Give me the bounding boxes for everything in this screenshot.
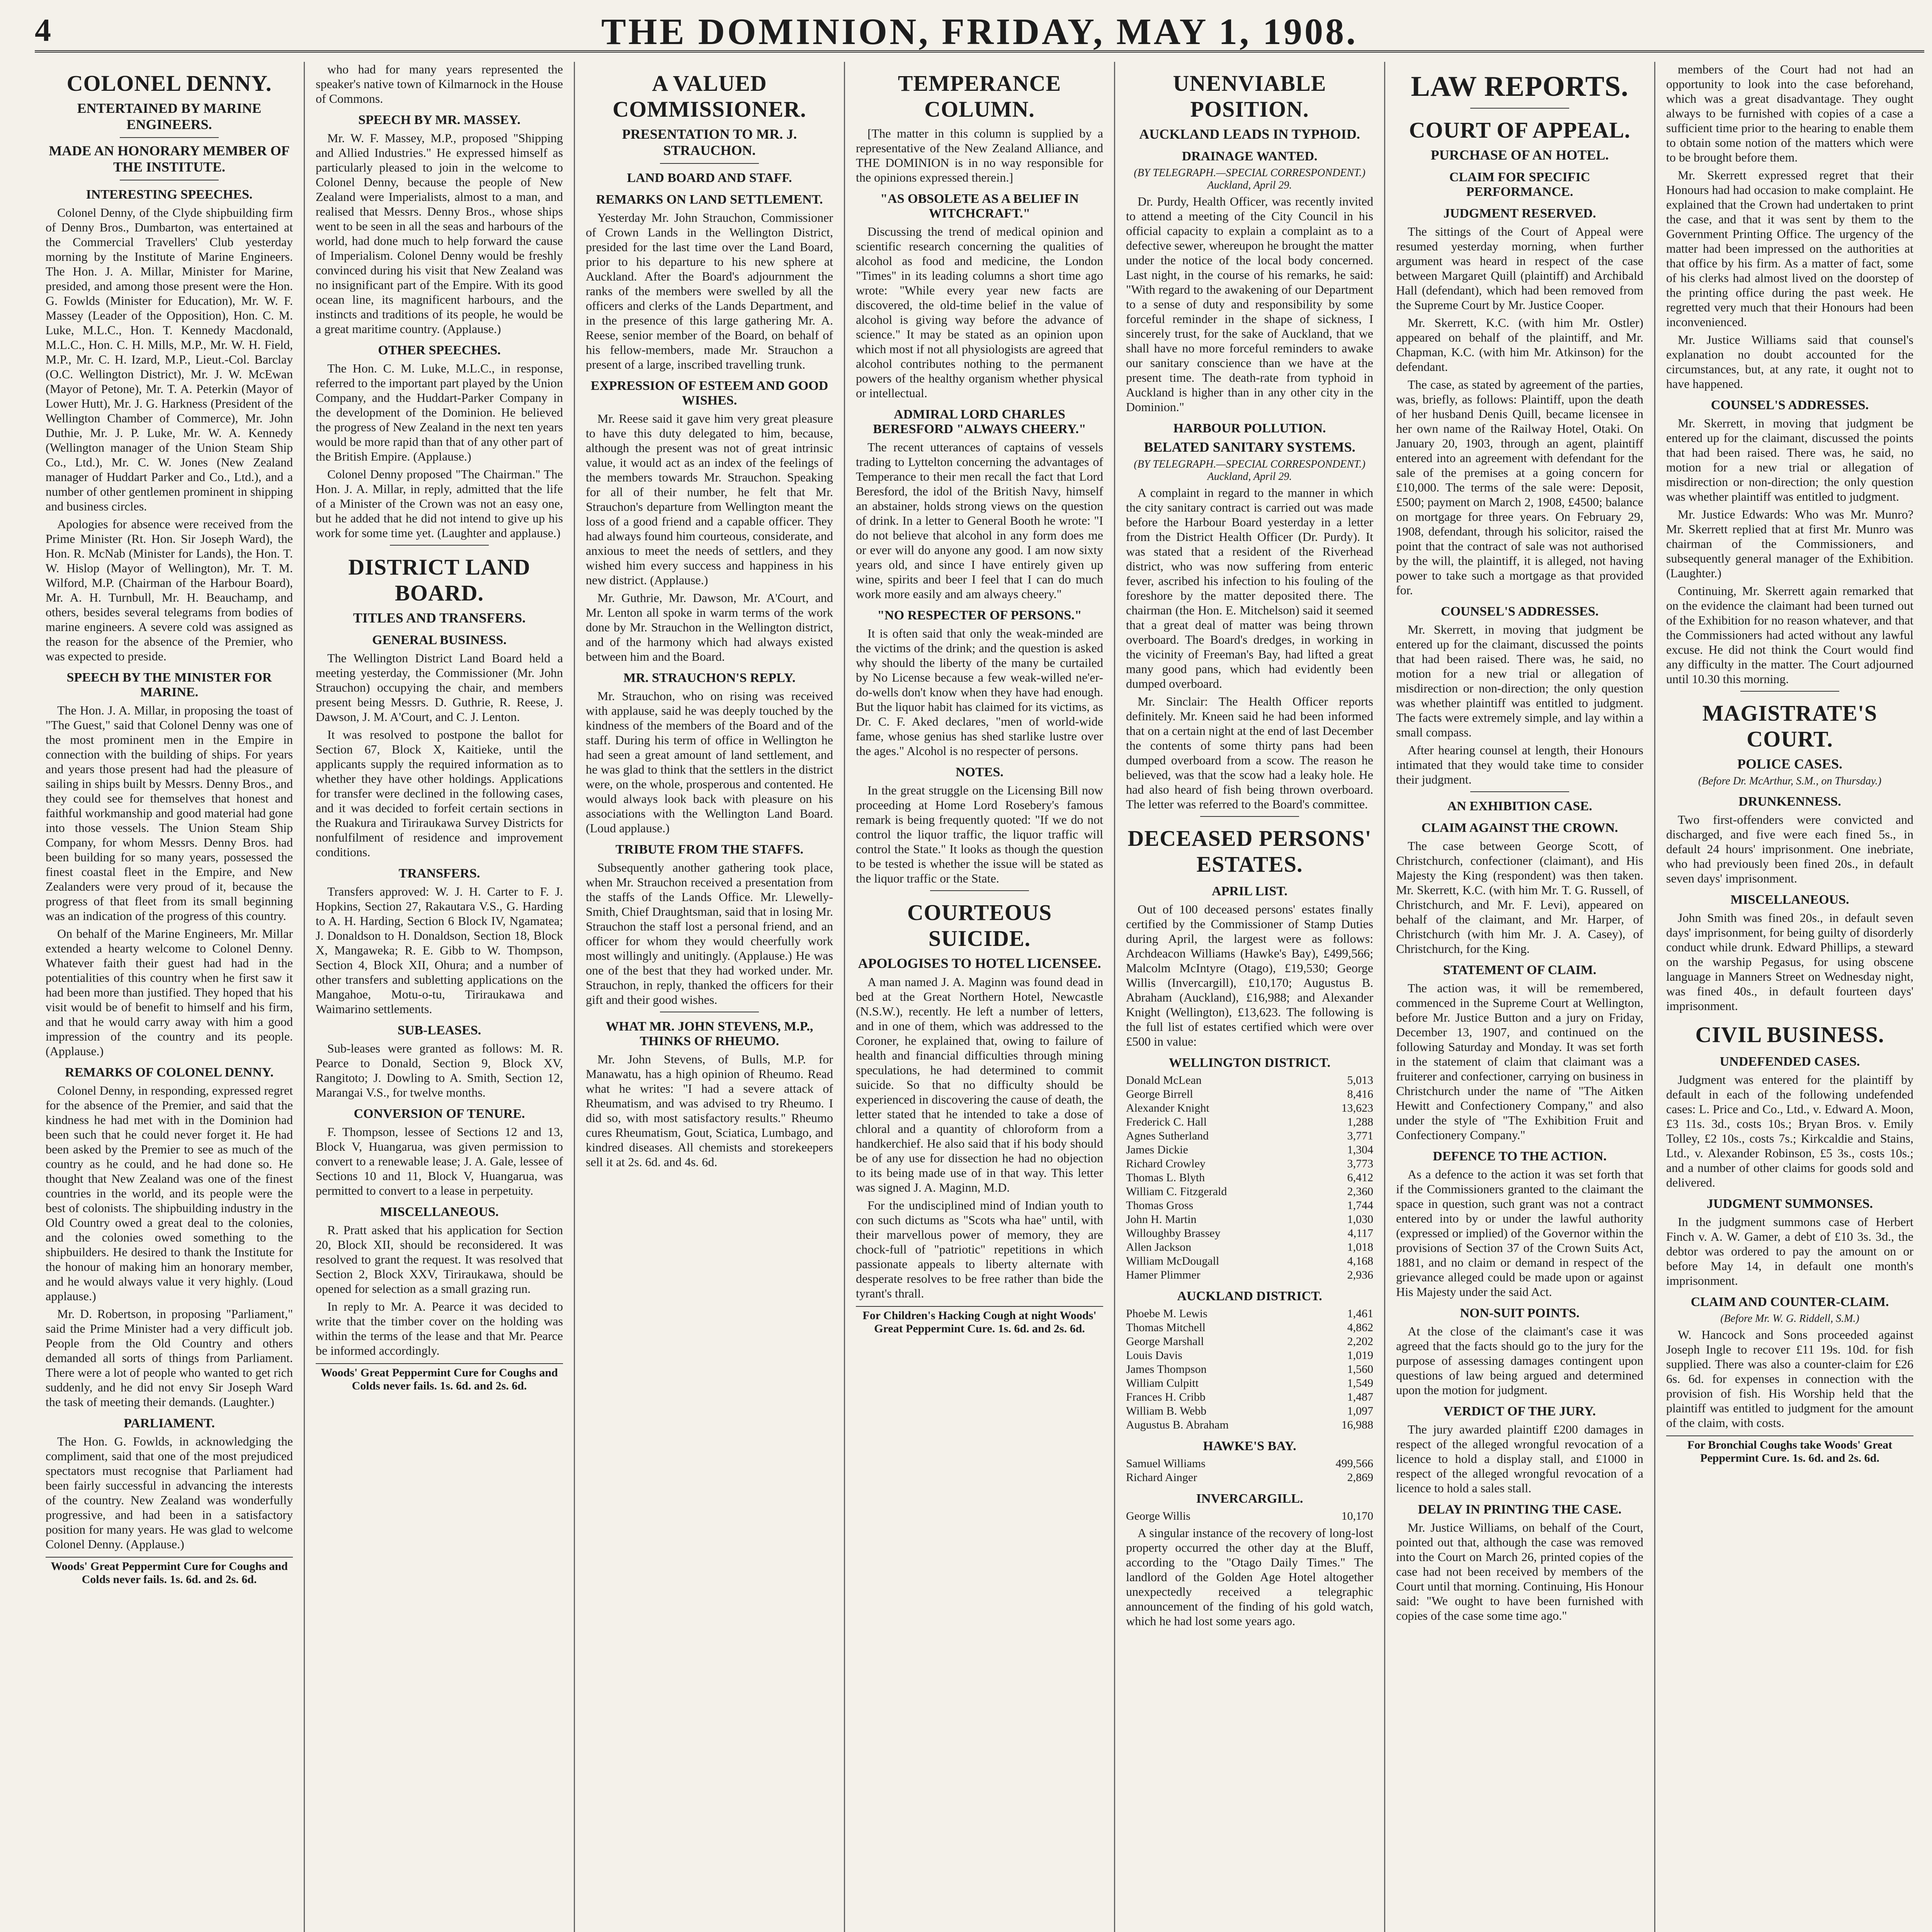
subheading: COUNSEL'S ADDRESSES. xyxy=(1711,398,1869,412)
article-paragraph: Mr. Skerrett, in moving that judgment be entered up for the claimant, discussed the points that had been raised. There was, he said, no motion for a new trial or allegation of misdirection or non-direction; the only question was whether plaintiff was entitled to judgment. xyxy=(1666,416,1913,503)
subheading: DRAINAGE WANTED. xyxy=(1182,149,1318,163)
estate-row xyxy=(1126,1143,1373,1157)
estate-name: George Birrell xyxy=(1126,1088,1193,1100)
estate-name: William Culpitt xyxy=(1126,1377,1199,1389)
divider xyxy=(1470,791,1569,792)
subheading: TRANSFERS. xyxy=(398,866,480,881)
column-4 xyxy=(845,62,1115,1932)
deck: APOLOGISES TO HOTEL LICENSEE. xyxy=(858,956,1101,971)
article-paragraph: It is often said that only the weak-minded are the victims of the drink; and the question is asked why should the liberty of the many be curtailed by No License because a few weak-willed ne'er-do-wells don't know when they have had enough. But the liquor habit has claimed for its victims, as Dr. C. F. Aked declares, "men of world-wide fame, whose genius has shed starlike lustre over the ages." Alcohol is no respecter of persons. xyxy=(856,626,1103,758)
estate-row xyxy=(1126,1307,1373,1321)
subheading: LAND BOARD AND STAFF. xyxy=(627,171,792,185)
article-paragraph: W. Hancock and Sons proceeded against Joseph Ingle to recover £11 19s. 10d. for fish supplied. There was also a counter-claim for £26 6s. 6d. for expenses in connection with the provision of fish. His Worship held that the plaintiff was entitled to judgment for the amount of the claim, with costs. xyxy=(1666,1328,1913,1430)
subheading: DELAY IN PRINTING THE CASE. xyxy=(1418,1502,1622,1517)
subheading: JUDGMENT SUMMONSES. xyxy=(1706,1197,1873,1211)
estate-amount: 4,117 xyxy=(1347,1227,1373,1240)
estate-amount: 1,461 xyxy=(1347,1307,1373,1320)
subheading: SPEECH BY MR. MASSEY. xyxy=(358,113,520,127)
article-paragraph: In reply to Mr. A. Pearce it was decided to write that the timber cover on the holding was within the terms of the lease and that Mr. Pearce be informed accordingly. xyxy=(316,1299,563,1357)
subheading: DEFENCE TO THE ACTION. xyxy=(1433,1149,1607,1163)
subheading: NOTES. xyxy=(956,765,1003,779)
estate-name: John H. Martin xyxy=(1126,1213,1197,1226)
estate-amount: 8,416 xyxy=(1347,1088,1373,1100)
article-paragraph: The Hon. J. A. Millar, in proposing the toast of "The Guest," said that Colonel Denny was one of the most prominent men in the Empire in connection with the building of ships. For years and years those present had had the pleasure of sailing in ships built by Messrs. Denny Bros., and they could see for themselves that honest and faithful workmanship and good material had gone into those vessels. The Union Steam Ship Company, for whom Messrs. Denny Bros. had been building for so many years, possessed the finest coastal fleet in the Empire, and New Zealanders were very proud of it, because the progress of that fleet from its small beginning was an indication of the progress of this country. xyxy=(46,703,293,923)
column-7 xyxy=(1655,62,1924,1932)
article-paragraph: Mr. Justice Williams, on behalf of the Court, pointed out that, although the case was removed into the Court on March 26, printed copies of the case had not been received by members of the Court until that morning. Continuing, His Honour said: "We ought to have been furnished with copies of the case some time ago." xyxy=(1396,1520,1643,1622)
deck: AUCKLAND LEADS IN TYPHOID. xyxy=(1139,126,1360,142)
subheading: DRUNKENNESS. xyxy=(1738,794,1841,809)
subheading: JUDGMENT RESERVED. xyxy=(1443,206,1596,221)
article-paragraph: Mr. Justice Edwards: Who was Mr. Munro? Mr. Skerrett replied that at first Mr. Munro was chairman of the Commissioners, and subsequently general manager of the Exhibition. (Laughter.) xyxy=(1666,507,1913,580)
estate-amount: 1,549 xyxy=(1347,1377,1373,1389)
estate-amount: 3,773 xyxy=(1347,1157,1373,1170)
estate-name: William C. Fitzgerald xyxy=(1126,1185,1227,1198)
deck: BELATED SANITARY SYSTEMS. xyxy=(1144,439,1355,455)
subheading: TRIBUTE FROM THE STAFFS. xyxy=(615,842,804,857)
deck: ENTERTAINED BY MARINE ENGINEERS. xyxy=(77,100,262,132)
deck: POLICE CASES. xyxy=(1737,756,1843,772)
list-heading: WELLINGTON DISTRICT. xyxy=(1168,1056,1331,1070)
estate-row xyxy=(1126,1362,1373,1376)
estate-row xyxy=(1126,1199,1373,1213)
estate-amount: 4,168 xyxy=(1347,1255,1373,1267)
article-paragraph: The case, as stated by agreement of the parties, was, briefly, as follows: Plaintiff, upon the death of her husband Denis Quill, became licensee in her own name of the Railway Hotel, Otaki. On January 20, 1903, through an agent, plaintiff entered into an agreement with defendant for the sale of the premises at a going concern for £10,000. The terms of the sale were: Deposit, £500; payment on March 2, 1908, £4500; balance on mortgage for three years. On February 29, 1908, defendant, through his solicitor, raised the point that the contract of sale was not authorised by the will, the plaintiff, it is alleged, not having power to take such a mortgage as that provided for. xyxy=(1396,378,1643,597)
estate-name: George Willis xyxy=(1126,1510,1190,1522)
column-6 xyxy=(1385,62,1655,1932)
subheading: VERDICT OF THE JURY. xyxy=(1444,1404,1596,1418)
estate-row xyxy=(1126,1376,1373,1390)
subheading: SUB-LEASES. xyxy=(397,1023,481,1037)
article-paragraph: The action was, it will be remembered, commenced in the Supreme Court at Wellington, before Mr. Justice Button and a jury on Friday, December 13, 1907, and continued on the following Saturday and Monday. It was set forth in the statement of claim that claimant was a fruiterer and confectioner, carrying on business in Christchurch under the name of "The Aitken Hewitt and Confectionery Company," and also under the style of "The Exhibition Fruit and Confectionery Company." xyxy=(1396,981,1643,1142)
headline-court-of-appeal: COURT OF APPEAL. xyxy=(1409,117,1631,143)
article-paragraph: Mr. Justice Williams said that counsel's explanation no doubt accounted for the circumstances, but, at any rate, it ought not to have happened. xyxy=(1666,333,1913,391)
article-paragraph: A man named J. A. Maginn was found dead in bed at the Great Northern Hotel, Newcastle (N.S.W.), recently. He left a number of letters, and in one of them, which was addressed to the Coroner, he explained that, owing to failure of health and financial difficulties through mining speculations, he had determined to commit suicide. So that no difficulty should be experienced in discovering the cause of death, the letter stated that he intended to take a dose of chloral and a quantity of chloroform from a handkerchief. He also said that if his body should be of any use for dissection he had no objection to its being made use of in that way. This letter was signed J. A. Maginn, M.D. xyxy=(856,975,1103,1194)
article-paragraph: Mr. Strauchon, who on rising was received with applause, said he was deeply touched by the kindness of the members of the Board and of the staff. During his term of office in Wellington he had seen a great amount of land settlement, and he was glad to think that the settlers in the district were, on the whole, prosperous and contented. He would always look back with pleasure on his associations with the Wellington Land Board. (Loud applause.) xyxy=(586,689,833,835)
estate-row xyxy=(1126,1268,1373,1282)
estate-row xyxy=(1126,1404,1373,1418)
article-paragraph: The Wellington District Land Board held a meeting yesterday, the Commissioner (Mr. John Strauchon) occupying the chair, and members present being Messrs. D. Guthrie, R. Reese, J. Dawson, J. M. A'Court, and C. J. Lenton. xyxy=(316,651,563,724)
deck: PRESENTATION TO MR. J. STRAUCHON. xyxy=(622,126,797,158)
column-1 xyxy=(35,62,305,1932)
subheading: HARBOUR POLLUTION. xyxy=(1173,421,1326,435)
estate-amount: 1,487 xyxy=(1347,1391,1373,1403)
estate-name: Louis Davis xyxy=(1126,1349,1182,1362)
estates-list xyxy=(1126,1073,1373,1282)
subheading: PARLIAMENT. xyxy=(124,1416,215,1430)
article-paragraph: Colonel Denny, of the Clyde shipbuilding firm of Denny Bros., Dumbarton, was entertained at the Commercial Travellers' Club yesterday morning by the Institute of Marine Engineers. The Hon. J. A. Millar, Minister for Marine, presided, and among those present were the Hon. G. Fowlds (Minister for Education), Mr. W. F. Massey (Leader of the Opposition), Hon. C. M. Luke, M.L.C., Hon. T. Kennedy Macdonald, M.L.C., Hon. C. H. Mills, M.P., Mr. W. H. Field, M.P., Mr. C. H. Izard, M.P., Lieut.-Col. Barclay (O.C. Wellington District), Mr. J. W. McEwan (Mayor of Petone), Mr. T. A. Peterkin (Mayor of Lower Hutt), Mr. J. G. Harkness (President of the Wellington Chamber of Commerce), Mr. John Duthie, Mr. J. P. Luke, Mr. W. A. Kennedy (Wellington manager of the Union Steam Ship Co., Ltd.), Mr. C. W. Jones (New Zealand manager of Huddart Parker and Co., Ltd.), and a number of other gentlemen prominent in shipping and business circles. xyxy=(46,206,293,513)
list-heading: INVERCARGILL. xyxy=(1196,1492,1303,1506)
subheading: MISCELLANEOUS. xyxy=(1730,893,1849,907)
article-paragraph: In the judgment summons case of Herbert Finch v. A. W. Gamer, a debt of £10 3s. 3d., the debtor was ordered to pay the amount on or before May 14, in default one month's imprisonment. xyxy=(1666,1215,1913,1287)
divider xyxy=(1200,816,1299,817)
estate-row xyxy=(1126,1390,1373,1404)
estate-amount: 5,013 xyxy=(1347,1074,1373,1087)
article-paragraph: Mr. Skerrett expressed regret that their Honours had had occasion to make complaint. He explained that the Crown had undertaken to print the case, and that it was sent by them to the Government Printing Office. The urgency of the matter had been impressed on the authorities at that office by his firm. As a matter of fact, some of his clerks had almost lived on the doorstep of the printing office during the past week. He regretted very much that their Honours had been inconvenienced. xyxy=(1666,168,1913,329)
subheading: INTERESTING SPEECHES. xyxy=(86,187,253,202)
estate-name: James Dickie xyxy=(1126,1143,1188,1156)
article-paragraph: Two first-offenders were convicted and discharged, and five were each fined 5s., in default 24 hours' imprisonment. One inebriate, who had previously been fined 20s., in default seven days' imprisonment. xyxy=(1666,813,1913,885)
advertisement: Woods' Great Peppermint Cure for Coughs and Colds never fails. 1s. 6d. and 2s. 6d. xyxy=(46,1557,293,1586)
column-2 xyxy=(305,62,575,1932)
estate-name: Willoughby Brassey xyxy=(1126,1227,1221,1240)
article-paragraph: Transfers approved: W. J. H. Carter to F. J. Hopkins, Section 27, Rakautara V.S., G. Harding to A. H. Harding, Section 6 Block IV, Ngamatea; J. Donaldson to H. Donaldson, Section 18, Block X, Mangaweka; R. E. Gibb to W. Thompson, Section 4, Block XII, Ohura; and a number of other transfers and subletting applications on the Mangahoe, Motu-o-tu, Tiriraukawa and Waimarino settlements. xyxy=(316,884,563,1016)
article-paragraph: Yesterday Mr. John Strauchon, Commissioner of Crown Lands in the Wellington District, presided for the last time over the Land Board, prior to his departure to his new sphere at Auckland. After the Board's adjournment the ranks of the members were swelled by all the officers and clerks of the Lands Department, and in the presence of this large gathering Mr. A. Reese, senior member of the Board, on behalf of his fellow-members, made Mr. Strauchon a present of a large, inscribed travelling trunk. xyxy=(586,211,833,371)
estate-row xyxy=(1126,1240,1373,1254)
article-paragraph: Sub-leases were granted as follows: M. R. Pearce to Donald, Section 9, Block XV, Rangitoto; J. Dowling to A. Smith, Section 12, Marangai V.S., for twelve months. xyxy=(316,1041,563,1099)
subheading: MISCELLANEOUS. xyxy=(380,1205,499,1219)
divider xyxy=(1470,108,1569,109)
article-paragraph: [The matter in this column is supplied by a representative of the New Zealand Alliance, and THE DOMINION is in no way responsible for the opinions expressed therein.] xyxy=(856,126,1103,184)
estate-amount: 1,097 xyxy=(1347,1405,1373,1417)
headline-valued-commissioner: A VALUED COMMISSIONER. xyxy=(612,71,806,122)
estate-name: Samuel Williams xyxy=(1126,1457,1206,1470)
article-paragraph: As a defence to the action it was set forth that if the Commissioners granted to the claimant the space in question, such grant was not a contract entered into by or under the lawful authority (expressed or implied) of the Governor within the provisions of Section 37 of the Crown Suits Act, 1881, and no claim or demand in respect of the grievance alleged could be made upon or against His Majesty under the said Act. xyxy=(1396,1167,1643,1299)
estate-amount: 499,566 xyxy=(1335,1457,1373,1470)
divider xyxy=(390,545,489,546)
subheading: WHAT MR. JOHN STEVENS, M.P., THINKS OF RHEUMO. xyxy=(605,1019,813,1048)
article-paragraph: Discussing the trend of medical opinion and scientific research concerning the qualities of alcohol as food and medicine, the London "Times" in its leading columns a short time ago wrote: "While every year new facts are discovered, the old-time belief in the value of alcohol is giving way before the advance of science." It may be stated as an opinion upon which most if not all physiologists are agreed that alcohol contributes nothing to the permanent powers of the healthy organism whether physical or intellectual. xyxy=(856,224,1103,400)
masthead xyxy=(35,8,1924,53)
headline-magistrates-court: MAGISTRATE'S COURT. xyxy=(1702,701,1878,752)
subheading: COUNSEL'S ADDRESSES. xyxy=(1440,604,1599,619)
subheading: "NO RESPECTER OF PERSONS." xyxy=(877,608,1082,622)
subheading: CLAIM AND COUNTER-CLAIM. xyxy=(1690,1295,1889,1309)
estate-row xyxy=(1126,1418,1373,1432)
estate-row xyxy=(1126,1254,1373,1268)
estate-amount: 2,869 xyxy=(1347,1471,1373,1484)
estate-amount: 13,623 xyxy=(1341,1102,1373,1114)
estate-row xyxy=(1126,1073,1373,1087)
estate-row xyxy=(1126,1157,1373,1171)
subheading: OTHER SPEECHES. xyxy=(378,343,501,357)
estate-amount: 10,170 xyxy=(1341,1510,1373,1522)
subheading: GENERAL BUSINESS. xyxy=(372,633,507,647)
subheading: NON-SUIT POINTS. xyxy=(1460,1306,1580,1320)
list-heading: AUCKLAND DISTRICT. xyxy=(1177,1289,1322,1303)
estates-list xyxy=(1126,1457,1373,1485)
estate-row xyxy=(1126,1129,1373,1143)
estate-name: William B. Webb xyxy=(1126,1405,1207,1417)
article-paragraph: Subsequently another gathering took place, when Mr. Strauchon received a presentation from the staffs of the Lands Office. Mr. Llewelly-Smith, Chief Draughtsman, said that in losing Mr. Strauchon the staff lost a personal friend, and an officer for whom they would cheerfully work most willingly and unitingly. (Applause.) He was one of the best that they had worked under. Mr. Strauchon, in reply, thanked the officers for their gift and their good wishes. xyxy=(586,861,833,1007)
headline-civil-business: CIVIL BUSINESS. xyxy=(1695,1022,1884,1047)
article-paragraph: Mr. Sinclair: The Health Officer reports definitely. Mr. Kneen said he had been informed that on a certain night at the end of last December the contents of some thirty pans had been dumped overboard from a scow. The reason he believed, was that the scow had a leaky hole. He had also heard of fish being thrown overboard. The letter was referred to the Board's committee. xyxy=(1126,694,1373,811)
estate-amount: 1,560 xyxy=(1347,1363,1373,1376)
estate-name: Richard Crowley xyxy=(1126,1157,1206,1170)
article-paragraph: R. Pratt asked that his application for Section 20, Block XII, should be reconsidered. It was resolved to grant the request. It was resolved that Section 2, Block XXV, Tiriraukawa, should be opened for selection as a small grazing run. xyxy=(316,1223,563,1296)
estate-amount: 1,304 xyxy=(1347,1143,1373,1156)
estate-row xyxy=(1126,1115,1373,1129)
column-3 xyxy=(575,62,845,1932)
article-paragraph: Mr. D. Robertson, in proposing "Parliament," said the Prime Minister had a very difficult job. People from the Old Country and others demanded all sorts of things from Parliament. There were a lot of people who wanted to get rich suddenly, and he did not envy Sir Joseph Ward the task of meeting their demands. (Laughter.) xyxy=(46,1307,293,1409)
article-paragraph: John Smith was fined 20s., in default seven days' imprisonment, for being guilty of disorderly conduct while drunk. Edward Phillips, a steward on the warship Pegasus, for using obscene language in Manners Street on Wednesday night, was fined 40s., in default fourteen days' imprisonment. xyxy=(1666,911,1913,1013)
estate-name: Allen Jackson xyxy=(1126,1241,1192,1253)
estates-list xyxy=(1126,1307,1373,1432)
advertisement: For Children's Hacking Cough at night Woods' Great Peppermint Cure. 1s. 6d. and 2s. 6d. xyxy=(856,1306,1103,1335)
newspaper-title: THE DOMINION, FRIDAY, MAY 1, 1908. xyxy=(601,11,1358,52)
subheading: REMARKS OF COLONEL DENNY. xyxy=(65,1065,274,1080)
estate-name: Agnes Sutherland xyxy=(1126,1129,1209,1142)
subheading: APRIL LIST. xyxy=(1212,884,1287,898)
article-paragraph: Colonel Denny, in responding, expressed regret for the absence of the Premier, and said that the kindness he had met with in the Dominion had been such that he could never forget it. He had been asked by the Premier to see as much of the country as he could, and he had done so. He thought that New Zealand was one of the finest countries in the world, and its people were the best of colonists. The shipbuilding industry in the Old Country owed a great deal to the colonies, and the colonies owed something to the shipbuilders. He desired to thank the Institute for the honour of making him an honorary member, and he would always value it very highly. (Loud applause.) xyxy=(46,1083,293,1303)
byline: (BY TELEGRAPH.—SPECIAL CORRESPONDENT.) Auckland, April 29. xyxy=(1134,167,1366,191)
estate-row xyxy=(1126,1457,1373,1471)
advertisement: Woods' Great Peppermint Cure for Coughs and Colds never fails. 1s. 6d. and 2s. 6d. xyxy=(316,1363,563,1393)
headline-unenviable-position: UNENVIABLE POSITION. xyxy=(1173,71,1327,122)
estate-amount: 2,936 xyxy=(1347,1269,1373,1281)
divider xyxy=(930,890,1029,891)
subheading: CLAIM AGAINST THE CROWN. xyxy=(1421,821,1618,835)
estate-amount: 6,412 xyxy=(1347,1171,1373,1184)
subheading: CONVERSION OF TENURE. xyxy=(354,1107,525,1121)
advertisement: For Bronchial Coughs take Woods' Great Peppermint Cure. 1s. 6d. and 2s. 6d. xyxy=(1666,1435,1913,1465)
estate-amount: 1,030 xyxy=(1347,1213,1373,1226)
article-paragraph: Mr. Reese said it gave him very great pleasure to have this duty delegated to him, because, although the present was not of great intrinsic value, it would act as an index of the feelings of the members towards Mr. Strauchon. Speaking for all of their number, he felt that Mr. Strauchon's departure from Wellington meant the loss of a good friend and a capable officer. They had always found him courteous, considerate, and anxious to meet the needs of settlers, and they wished him every success and happiness in his new district. (Applause.) xyxy=(586,412,833,587)
estate-amount: 1,288 xyxy=(1347,1116,1373,1128)
subheading: CLAIM FOR SPECIFIC PERFORMANCE. xyxy=(1449,170,1590,199)
article-paragraph: For the undisciplined mind of Indian youth to con such dictums as "Scots wha hae" until, with their marvellous power of memory, they are chock-full of "patriotic" repetitions in which passionate appeals to liberty alternate with desperate resolves to be free rather than bide the tyrant's thrall. xyxy=(856,1198,1103,1300)
article-paragraph: who had for many years represented the speaker's native town of Kilmarnock in the House of Commons. xyxy=(316,62,563,105)
estate-amount: 2,202 xyxy=(1347,1335,1373,1348)
article-paragraph: Mr. Skerrett, in moving that judgment be entered up for the claimant, discussed the points that had been raised. There was, he said, no motion for a new trial or allegation of misdirection or non-direction; the only question was whether plaintiff was entitled to judgment. The facts were extremely simple, and lay within a small compass. xyxy=(1396,622,1643,739)
estate-name: Thomas Mitchell xyxy=(1126,1321,1206,1334)
article-paragraph: At the close of the claimant's case it was agreed that the facts should go to the jury for the purpose of assessing damages contingent upon questions of law being argued and determined upon the motion for judgment. xyxy=(1396,1324,1643,1397)
estate-amount: 2,360 xyxy=(1347,1185,1373,1198)
estates-list xyxy=(1126,1509,1373,1523)
estate-name: Hamer Plimmer xyxy=(1126,1269,1201,1281)
estate-row xyxy=(1126,1213,1373,1226)
article-paragraph: F. Thompson, lessee of Sections 12 and 13, Block V, Huangarua, was given permission to convert to a renewable lease; J. A. Gale, lessee of Sections 10 and 11, Block V, Huangarua, was permitted to convert to a lease in perpetuity. xyxy=(316,1125,563,1197)
article-paragraph: Out of 100 deceased persons' estates finally certified by the Commissioner of Stamp Duties during April, the largest were as follows: Archdeacon Williams (Hawke's Bay), £499,566; Malcolm McIntyre (Otago), £19,530; George Willis (Invercargill), £10,170; Augustus B. Abraham (Auckland), £16,988; and Alexander Knight (Wellington), £13,623. The following is the full list of estates certified which were over £500 in value: xyxy=(1126,902,1373,1048)
estate-row xyxy=(1126,1101,1373,1115)
headline-courteous-suicide: COURTEOUS SUICIDE. xyxy=(907,900,1052,951)
divider xyxy=(660,163,759,164)
estate-row xyxy=(1126,1321,1373,1335)
deck: PURCHASE OF AN HOTEL. xyxy=(1430,147,1609,163)
estate-name: Augustus B. Abraham xyxy=(1126,1418,1229,1431)
column-5 xyxy=(1115,62,1385,1932)
estate-row xyxy=(1126,1087,1373,1101)
list-heading: HAWKE'S BAY. xyxy=(1203,1439,1296,1453)
estate-name: George Marshall xyxy=(1126,1335,1204,1348)
article-paragraph: The jury awarded plaintiff £200 damages in respect of the alleged wrongful revocation of a licence to hold a display stall, and £1000 in respect of the alleged wrongful revocation of a licence to hold a sales stall. xyxy=(1396,1422,1643,1495)
estate-row xyxy=(1126,1171,1373,1185)
article-paragraph: Continuing, Mr. Skerrett again remarked that on the evidence the claimant had been turned out of the Exhibition for no reason whatever, and that the Commissioners had acted without any lawful excuse. He did not think the Court would find any difficulty in the matter. The Court adjourned until 10.30 this morning. xyxy=(1666,584,1913,686)
deck: MADE AN HONORARY MEMBER OF THE INSTITUTE. xyxy=(49,143,290,175)
subheading: REMARKS ON LAND SETTLEMENT. xyxy=(596,192,823,207)
article-paragraph: Mr. John Stevens, of Bulls, M.P. for Manawatu, has a high opinion of Rheumo. Read what he writes: "I had a severe attack of Rheumatism, and was advised to try Rheumo. I did so, with most satisfactory results." Rheumo cures Rheumatism, Gout, Sciatica, Lumbago, and kindred diseases. All chemists and storekeepers sell it at 2s. 6d. and 4s. 6d. xyxy=(586,1052,833,1169)
estate-amount: 1,018 xyxy=(1347,1241,1373,1253)
article-paragraph: A complaint in regard to the manner in which the city sanitary contract is carried out was made before the Harbour Board yesterday in a letter from the District Health Officer (Dr. Purdy). It was stated that a resident of the Riverhead district, who was now suffering from enteric fever, ascribed his infection to his fouling of the foreshore by the matter deposited there. The chairman (the Hon. E. Mitchelson) said it seemed that a great deal of matter was being thrown overboard. The Board's dredges, in working in the vicinity of Freeman's Bay, had lifted a great many good pans, which had evidently been dumped overboard. xyxy=(1126,486,1373,690)
headline-district-land-board: DISTRICT LAND BOARD. xyxy=(348,554,531,605)
article-paragraph: After hearing counsel at length, their Honours intimated that they would take time to consider their judgment. xyxy=(1396,743,1643,786)
page-columns xyxy=(35,62,1924,1932)
estate-row xyxy=(1126,1349,1373,1362)
estate-row xyxy=(1126,1471,1373,1485)
deck: TITLES AND TRANSFERS. xyxy=(353,610,526,626)
article-paragraph: Apologies for absence were received from the Prime Minister (Rt. Hon. Sir Joseph Ward), the Hon. R. McNab (Minister for Lands), the Hon. T. W. Hislop (Mayor of Wellington), Mr. T. M. Wilford, M.P. (Chairman of the Harbour Board), Mr. A. H. Turnbull, Mr. H. Beauchamp, and others, besides several telegrams from bodies of marine engineers. A severe cold was assigned as the reason for the absence of the Premier, who was expected to preside. xyxy=(46,517,293,663)
divider xyxy=(120,137,219,138)
article-paragraph: Dr. Purdy, Health Officer, was recently invited to attend a meeting of the City Council in his official capacity to explain a complaint as to a defective sewer, whereupon he brought the matter under the notice of the local body concerned. Last night, in the course of his remarks, he said: "With regard to the awakening of our Department to a sense of duty and responsibility by some forceful reminder in the shape of sickness, I sincerely trust, for the sake of Auckland, that we shall have no more forceful reminders to awake our sanitary conscience than we have at the present time. The death-rate from typhoid in Auckland is higher than in any other city in the Dominion." xyxy=(1126,194,1373,414)
article-paragraph: In the great struggle on the Licensing Bill now proceeding at Home Lord Rosebery's famous remark is being frequently quoted: "If we do not control the liquor traffic, the liquor traffic will control the State." It looks as though the question to be tested is whether the issue will be stated as the liquor traffic or the State. xyxy=(856,783,1103,885)
estate-row xyxy=(1126,1509,1373,1523)
article-paragraph: The recent utterances of captains of vessels trading to Lyttelton concerning the advantages of Temperance to their men recall the fact that Lord Beresford, the idol of the British Navy, himself an abstainer, holds strong views on the question of drink. In a letter to General Booth he wrote: "I do not believe that alcohol in any form does me or ever will do anyone any good. I am now sixty years old, and since I have entirely given up wine, spirits and beer I feel that I can do much work more easily and am always cheery." xyxy=(856,440,1103,601)
estate-name: William McDougall xyxy=(1126,1255,1219,1267)
byline: (Before Dr. McArthur, S.M., on Thursday.) xyxy=(1698,775,1882,787)
article-paragraph: members of the Court had not had an opportunity to look into the case beforehand, which was a great disadvantage. They ought always to be furnished with copies of a case a sufficient time prior to the hearing to enable them to obtain some notion of the matters which were to be brought before them. xyxy=(1666,62,1913,164)
subheading: STATEMENT OF CLAIM. xyxy=(1443,963,1597,977)
article-paragraph: A singular instance of the recovery of long-lost property occurred the other day at the Bluff, according to the "Otago Daily Times." The landlord of the Golden Age Hotel altogether unexpectedly received a telegraphic announcement of the finding of his gold watch, which he had lost some years ago. xyxy=(1126,1526,1373,1628)
article-paragraph: The Hon. G. Fowlds, in acknowledging the compliment, said that one of the most prejudiced spectators must recognise that Parliament had been fairly successful in advancing the interests of the country. New Zealand was wonderfully progressive, and had been in a satisfactory position for many years. He was glad to welcome Colonel Denny. (Applause.) xyxy=(46,1434,293,1551)
article-paragraph: The case between George Scott, of Christchurch, confectioner (claimant), and His Majesty the King (respondent) was then taken. Mr. Skerrett, K.C. (with him Mr. T. G. Russell, of Christchurch, and Mr. F. Levi), appeared on behalf of the claimant, and Mr. Harper, of Christchurch (with him Mr. J. A. Casey), of Christchurch, for the King. xyxy=(1396,839,1643,956)
estate-name: Thomas L. Blyth xyxy=(1126,1171,1205,1184)
estate-name: Richard Ainger xyxy=(1126,1471,1197,1484)
estate-name: Frederick C. Hall xyxy=(1126,1116,1207,1128)
estate-amount: 1,744 xyxy=(1347,1199,1373,1212)
estate-name: Frances H. Cribb xyxy=(1126,1391,1206,1403)
estate-name: Donald McLean xyxy=(1126,1074,1202,1087)
article-paragraph: On behalf of the Marine Engineers, Mr. Millar extended a hearty welcome to Colonel Denny. Whatever faith their guest had had in the potentialities of this country when he first saw it had been more than justified. They hoped that his visit would be of benefit to himself and his firm, and that he would carry away with him a good impression of the country and its people. (Applause.) xyxy=(46,927,293,1058)
article-paragraph: Colonel Denny proposed "The Chairman." The Hon. J. A. Millar, in reply, admitted that the life of a Minister of the Crown was not an easy one, but he added that he did not intend to give up his work for some time yet. (Laughter and applause.) xyxy=(316,467,563,540)
headline-deceased-estates: DECEASED PERSONS' ESTATES. xyxy=(1128,826,1372,877)
headline-law-reports: LAW REPORTS. xyxy=(1411,71,1629,102)
subheading: ADMIRAL LORD CHARLES BERESFORD "ALWAYS CHEERY." xyxy=(873,407,1086,436)
subheading: SPEECH BY THE MINISTER FOR MARINE. xyxy=(66,670,272,699)
estate-amount: 16,988 xyxy=(1341,1418,1373,1431)
article-paragraph: Mr. Skerrett, K.C. (with him Mr. Ostler) appeared on behalf of the plaintiff, and Mr. Chapman, K.C. (with him Mr. Atkinson) for the defendant. xyxy=(1396,316,1643,374)
subheading: AN EXHIBITION CASE. xyxy=(1447,799,1592,813)
page-number: 4 xyxy=(35,12,51,48)
subheading: "AS OBSOLETE AS A BELIEF IN WITCHCRAFT." xyxy=(880,192,1079,221)
article-paragraph: Mr. Guthrie, Mr. Dawson, Mr. A'Court, and Mr. Lenton all spoke in warm terms of the work done by Mr. Strauchon in the Wellington district, and of the harmony which had always existed between him and the Board. xyxy=(586,591,833,663)
estate-amount: 1,019 xyxy=(1347,1349,1373,1362)
byline: (BY TELEGRAPH.—SPECIAL CORRESPONDENT.) Auckland, April 29. xyxy=(1134,458,1366,483)
estate-name: Thomas Gross xyxy=(1126,1199,1194,1212)
headline-temperance-column: TEMPERANCE COLUMN. xyxy=(898,71,1061,122)
article-paragraph: The sittings of the Court of Appeal were resumed yesterday morning, when further argument was heard in respect of the case between Margaret Quill (plaintiff) and Archibald Hall (defendant), which had been removed from the Supreme Court by Mr. Justice Cooper. xyxy=(1396,224,1643,312)
estate-name: Phoebe M. Lewis xyxy=(1126,1307,1208,1320)
estate-row xyxy=(1126,1226,1373,1240)
estate-amount: 4,862 xyxy=(1347,1321,1373,1334)
estate-row xyxy=(1126,1335,1373,1349)
article-paragraph: The Hon. C. M. Luke, M.L.C., in response, referred to the important part played by the Union Company, and the Huddart-Parker Company in the development of the Dominion. He believed the progress of New Zealand in the next ten years would be more rapid than that of any other part of the British Empire. (Applause.) xyxy=(316,361,563,463)
estate-amount: 3,771 xyxy=(1347,1129,1373,1142)
subheading: UNDEFENDED CASES. xyxy=(1719,1054,1860,1069)
byline: (Before Mr. W. G. Riddell, S.M.) xyxy=(1720,1313,1859,1325)
estate-row xyxy=(1126,1185,1373,1199)
article-paragraph: Judgment was entered for the plaintiff by default in each of the following undefended cases: L. Price and Co., Ltd., v. Edward A. Moon, £3 11s. 3d., costs 10s.; Bryan Bros. v. Emily Tolley, £2 10s., costs 7s.; Kirkcaldie and Stains, Ltd., v. Alexander Robinson, £5 3s., costs 10s.; and a number of other claims for goods sold and delivered. xyxy=(1666,1073,1913,1189)
estate-name: James Thompson xyxy=(1126,1363,1207,1376)
estate-name: Alexander Knight xyxy=(1126,1102,1209,1114)
subheading: EXPRESSION OF ESTEEM AND GOOD WISHES. xyxy=(590,379,828,408)
article-paragraph: Mr. W. F. Massey, M.P., proposed "Shipping and Allied Industries." He expressed himself as particularly pleased to join in the welcome to Colonel Denny, because the people of New Zealand were Imperialists, almost to a man, and realised that Messrs. Denny Bros., whose ships went to be seen in all the seas and harbours of the world, had done much to help forward the cause of Imperialism. Colonel Denny would be freshly convinced during his visit that New Zealand was no insignificant part of the Empire. With its good ocean line, its magnificent harbours, and the instincts and traditions of its people, he would be a great maritime country. (Applause.) xyxy=(316,131,563,336)
subheading: MR. STRAUCHON'S REPLY. xyxy=(623,671,796,685)
headline-colonel-denny: COLONEL DENNY. xyxy=(66,71,272,96)
divider xyxy=(1740,691,1839,692)
article-paragraph: It was resolved to postpone the ballot for Section 67, Block X, Kaitieke, until the applicants supply the required information as to whether they have other holdings. Applications for transfer were declined in the following cases, and it was decided to forfeit certain sections in the Ruakura and Tiriraukawa Survey Districts for nonfulfilment of residence and improvement conditions. xyxy=(316,728,563,859)
